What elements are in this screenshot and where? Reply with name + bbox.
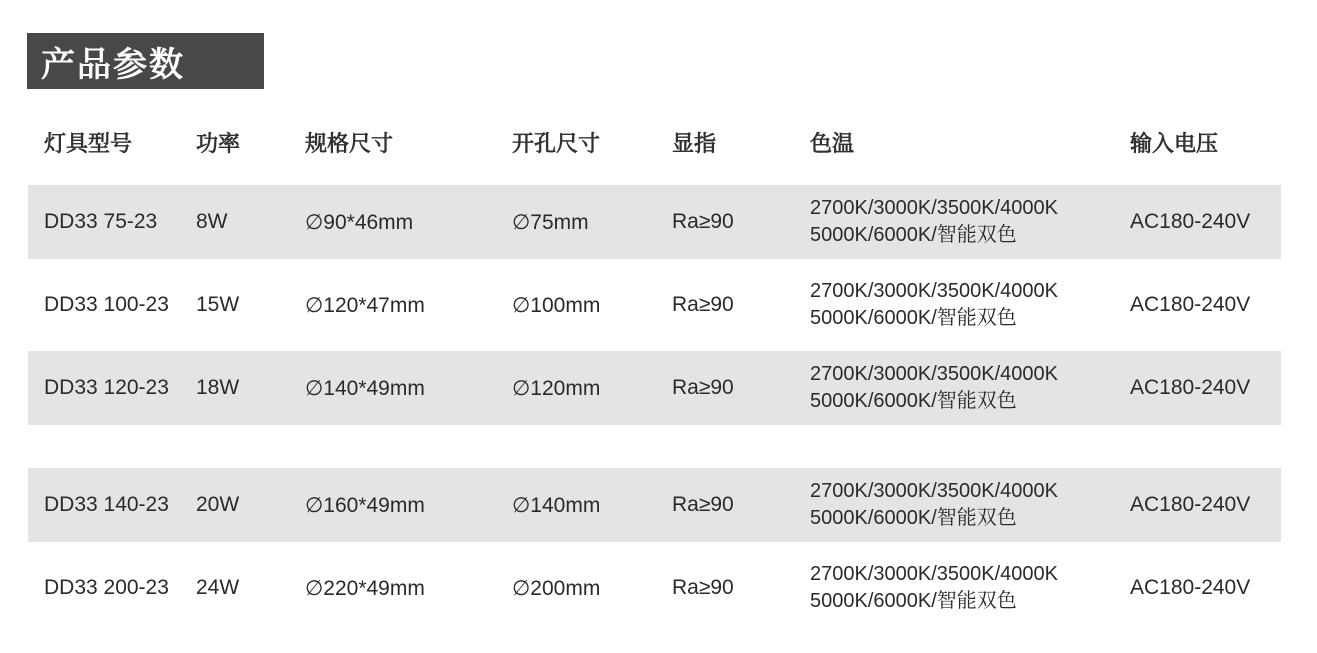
table-row [28, 542, 1281, 634]
cct-line-1: 2700K/3000K/3500K/4000K [810, 480, 1058, 502]
table-row [28, 351, 1281, 425]
cell-cct [805, 561, 1125, 615]
cell-power: 20W [196, 493, 240, 516]
cct-line-1: 2700K/3000K/3500K/4000K [810, 563, 1058, 585]
cell-spec: ∅160*49mm [305, 493, 425, 517]
cell-power: 24W [196, 576, 240, 599]
cell-model: DD33 120-23 [44, 376, 169, 399]
cct-line-2: 5000K/6000K/智能双色 [810, 307, 1017, 329]
cell-model: DD33 100-23 [44, 293, 169, 316]
cell-cct [805, 478, 1125, 532]
cell-cct [805, 278, 1125, 332]
cell-spec: ∅220*49mm [305, 576, 425, 600]
cell-voltage: AC180-240V [1130, 576, 1251, 599]
header-spec: 规格尺寸 [305, 131, 394, 156]
section-title-label: 产品参数 [41, 45, 185, 84]
cell-cri: Ra≥90 [672, 376, 734, 399]
table-row [28, 259, 1281, 351]
header-hole: 开孔尺寸 [512, 131, 601, 156]
cell-power: 8W [196, 210, 228, 233]
cct-line-1: 2700K/3000K/3500K/4000K [810, 197, 1058, 219]
cell-voltage: AC180-240V [1130, 376, 1251, 399]
cct-line-1: 2700K/3000K/3500K/4000K [810, 363, 1058, 385]
cell-model: DD33 140-23 [44, 493, 169, 516]
table-row [28, 185, 1281, 259]
cell-power: 15W [196, 293, 240, 316]
cell-cri: Ra≥90 [672, 210, 734, 233]
cell-spec: ∅120*47mm [305, 293, 425, 317]
cell-cri: Ra≥90 [672, 493, 734, 516]
cell-spec: ∅90*46mm [305, 210, 414, 234]
cell-voltage: AC180-240V [1130, 210, 1251, 233]
cct-line-2: 5000K/6000K/智能双色 [810, 590, 1017, 612]
cell-hole: ∅200mm [512, 576, 601, 600]
cell-voltage: AC180-240V [1130, 493, 1251, 516]
section-title [27, 33, 264, 89]
header-power: 功率 [196, 131, 241, 156]
cell-power: 18W [196, 376, 240, 399]
cell-voltage: AC180-240V [1130, 293, 1251, 316]
cct-line-2: 5000K/6000K/智能双色 [810, 224, 1017, 246]
cell-model: DD33 200-23 [44, 576, 169, 599]
cell-cri: Ra≥90 [672, 293, 734, 316]
cct-line-2: 5000K/6000K/智能双色 [810, 390, 1017, 412]
table-group-gap [28, 425, 1281, 468]
cell-cct [805, 361, 1125, 415]
spec-table [28, 100, 1281, 634]
cell-spec: ∅140*49mm [305, 376, 425, 400]
table-header-row [28, 100, 1281, 185]
cell-hole: ∅140mm [512, 493, 601, 517]
header-voltage: 输入电压 [1130, 131, 1219, 156]
table-row [28, 468, 1281, 542]
cct-line-1: 2700K/3000K/3500K/4000K [810, 280, 1058, 302]
cell-cct [805, 195, 1125, 249]
header-model: 灯具型号 [44, 131, 133, 156]
header-cri: 显指 [672, 131, 717, 156]
cell-hole: ∅100mm [512, 293, 601, 317]
cct-line-2: 5000K/6000K/智能双色 [810, 507, 1017, 529]
cell-hole: ∅120mm [512, 376, 601, 400]
cell-model: DD33 75-23 [44, 210, 158, 233]
cell-cri: Ra≥90 [672, 576, 734, 599]
header-cct: 色温 [810, 131, 855, 156]
cell-hole: ∅75mm [512, 210, 589, 234]
